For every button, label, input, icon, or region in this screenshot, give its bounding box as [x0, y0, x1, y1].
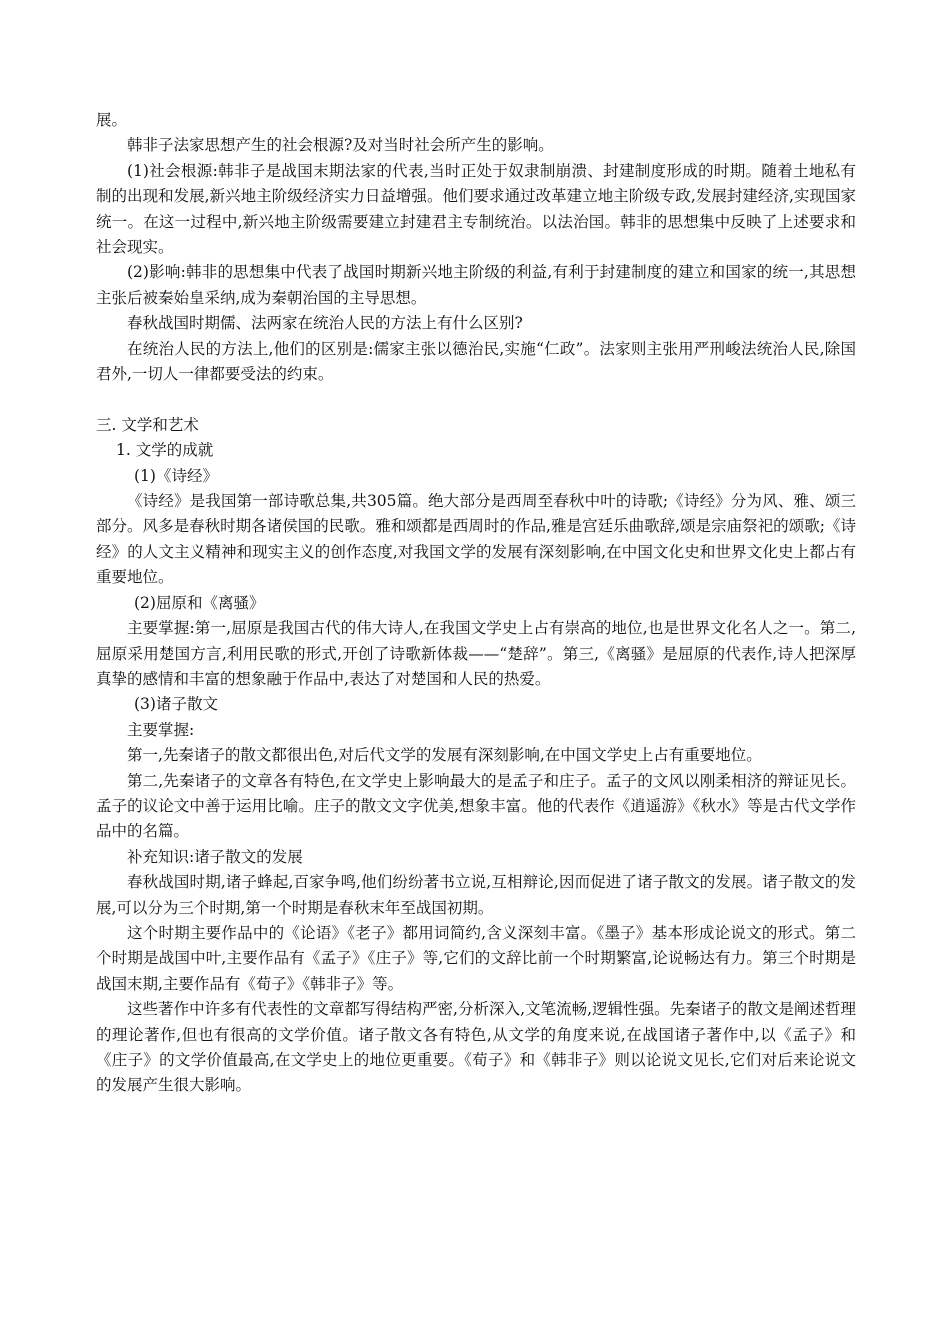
paragraph-supplement-heading: 补充知识:诸子散文的发展: [127, 847, 303, 866]
paragraph-quyuan: 主要掌握:第一,屈原是我国古代的伟大诗人,在我国文学史上占有崇高的地位,也是世界文化名人之一。第二,屈原采用楚国方言,利用民歌的形式,开创了诗歌新体裁——“楚辞”。第三,《离骚》是屈原的代表作,诗人把深厚真挚的感情和丰富的想象融于作品中,表达了对楚国和人民的热爱。: [96, 619, 856, 688]
question-hanfeizi: 韩非子法家思想产生的社会根源?及对当时社会所产生的影响。: [127, 136, 554, 155]
item-heading-zhuzi: (3)诸子散文: [134, 695, 218, 714]
paragraph-periods: 这个时期主要作品中的《论语》《老子》都用词简约,含义深刻丰富。《墨子》基本形成论说文的形式。第二个时期是战国中叶,主要作品有《孟子》《庄子》等,它们的文辞比前一个时期繁富,论说畅达有力。第三个时期是战国末期,主要作品有《荀子》《韩非子》等。: [96, 923, 856, 993]
paragraph-conclusion: 这些著作中许多有代表性的文章都写得结构严密,分析深入,文笔流畅,逻辑性强。先秦诸子的散文是阐述哲理的理论著作,但也有很高的文学价值。诸子散文各有特色,从文学的角度来说,在战国诸子著作中,以《孟子》和《庄子》的文学价值最高,在文学史上的地位更重要。《荀子》和《韩非子》则以论说文见长,它们对后来论说文的发展产生很大影响。: [96, 1000, 856, 1095]
paragraph-shijing: 《诗经》是我国第一部诗歌总集,共305篇。绝大部分是西周至春秋中叶的诗歌;《诗经》分为风、雅、颂三部分。风多是春秋时期各诸侯国的民歌。雅和颂都是西周时的作品,雅是宫廷乐曲歌辞,颂是宗庙祭祀的颂歌;《诗经》的人文主义精神和现实主义的创作态度,对我国文学的发展有深刻影响,在中国文化史和世界文化史上都占有重要地位。: [96, 492, 856, 587]
answer-confucian-legalist: 在统治人民的方法上,他们的区别是:儒家主张以德治民,实施“仁政”。法家则主张用严刑峻法统治人民,除国君外,一切人一律都要受法的约束。: [96, 339, 856, 384]
paragraph-continuation: 展。: [96, 111, 128, 129]
item-heading-quyuan: (2)屈原和《离骚》: [134, 593, 265, 612]
paragraph-key-points: 主要掌握:: [127, 720, 195, 739]
paragraph-development: 春秋战国时期,诸子蜂起,百家争鸣,他们纷纷著书立说,互相辩论,因而促进了诸子散文的发展。诸子散文的发展,可以分为三个时期,第一个时期是春秋末年至战国初期。: [96, 873, 856, 917]
paragraph-first-point: 第一,先秦诸子的散文都很出色,对后代文学的发展有深刻影响,在中国文学史上占有重要地位。: [127, 746, 762, 765]
paragraph-second-point: 第二,先秦诸子的文章各有特色,在文学史上影响最大的是孟子和庄子。孟子的文风以刚柔相济的辩证见长。孟子的议论文中善于运用比喻。庄子的散文文字优美,想象丰富。他的代表作《逍遥游》《秋水》等是古代文学作品中的名篇。: [96, 771, 856, 841]
subsection-heading-literature: 1. 文学的成就: [116, 441, 214, 460]
document-body: [96, 108, 856, 1099]
question-confucian-legalist: 春秋战国时期儒、法两家在统治人民的方法上有什么区别?: [127, 314, 523, 333]
item-heading-shijing: (1)《诗经》: [134, 466, 218, 485]
answer-social-roots: (1)社会根源:韩非子是战国末期法家的代表,当时正处于奴隶制崩溃、封建制度形成的时期。随着土地私有制的出现和发展,新兴地主阶级经济实力日益增强。他们要求通过改革建立地主阶级专政,发展封建经济,实现国家统一。在这一过程中,新兴地主阶级需要建立封建君主专制统治。以法治国。韩非的思想集中反映了上述要求和社会现实。: [96, 161, 856, 257]
section-heading-literature-art: 三. 文学和艺术: [96, 415, 199, 434]
blank-line: [96, 387, 856, 412]
answer-influence: (2)影响:韩非的思想集中代表了战国时期新兴地主阶级的利益,有利于封建制度的建立和国家的统一,其思想主张后被秦始皇采纳,成为秦朝治国的主导思想。: [96, 263, 856, 307]
